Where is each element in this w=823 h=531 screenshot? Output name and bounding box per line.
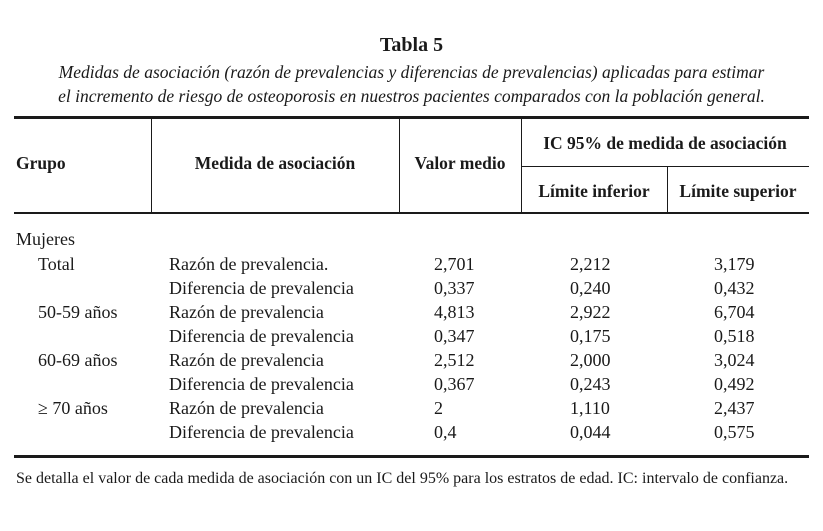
low-cell: 2,922 <box>570 302 611 322</box>
mean-cell: 2,512 <box>434 350 475 370</box>
low-cell: 0,175 <box>570 326 611 346</box>
group-cell: 60-69 años <box>38 350 118 370</box>
low-cell: 0,044 <box>570 422 611 442</box>
caption-line: Medidas de asociación (razón de prevalencias y diferencias de prevalencias) aplicadas para estimar <box>58 62 765 82</box>
measure-cell: Diferencia de prevalencia <box>169 422 354 442</box>
header-ic: IC 95% de medida de asociación <box>543 133 787 153</box>
high-cell: 3,179 <box>714 254 755 274</box>
low-cell: 2,000 <box>570 350 611 370</box>
low-cell: 0,243 <box>570 374 611 394</box>
low-cell: 2,212 <box>570 254 611 274</box>
measure-cell: Diferencia de prevalencia <box>169 278 354 298</box>
table-caption <box>14 60 809 108</box>
mean-cell: 0,367 <box>434 374 475 394</box>
measure-cell: Diferencia de prevalencia <box>169 374 354 394</box>
header-valor-medio: Valor medio <box>414 153 506 173</box>
high-cell: 6,704 <box>714 302 755 322</box>
high-cell: 2,437 <box>714 398 755 418</box>
high-cell: 0,518 <box>714 326 755 346</box>
header-limite-inferior: Límite inferior <box>538 181 650 201</box>
section-label: Mujeres <box>16 229 75 249</box>
group-cell: 50-59 años <box>38 302 118 322</box>
header-limite-superior: Límite superior <box>679 181 797 201</box>
measure-cell: Razón de prevalencia <box>169 302 324 322</box>
table-footnote: Se detalla el valor de cada medida de asociación con un IC del 95% para los estratos de edad. IC: intervalo de confianza. <box>16 470 789 487</box>
low-cell: 1,110 <box>570 398 610 418</box>
mean-cell: 0,347 <box>434 326 475 346</box>
group-cell: ≥ 70 años <box>38 398 108 418</box>
high-cell: 0,432 <box>714 278 755 298</box>
low-cell: 0,240 <box>570 278 611 298</box>
mean-cell: 2 <box>434 398 443 418</box>
mean-cell: 0,4 <box>434 422 457 442</box>
caption-line: el incremento de riesgo de osteoporosis en nuestros pacientes comparados con la población general. <box>58 86 765 106</box>
header-medida: Medida de asociación <box>194 153 356 173</box>
table-title: Tabla 5 <box>379 34 444 56</box>
header-bottom-rule <box>14 212 809 214</box>
measure-cell: Razón de prevalencia. <box>169 254 329 274</box>
measure-cell: Diferencia de prevalencia <box>169 326 354 346</box>
measure-cell: Razón de prevalencia <box>169 398 324 418</box>
bottom-rule <box>14 455 809 458</box>
group-cell: Total <box>38 254 75 274</box>
mean-cell: 4,813 <box>434 302 475 322</box>
mean-cell: 2,701 <box>434 254 475 274</box>
mean-cell: 0,337 <box>434 278 475 298</box>
measure-cell: Razón de prevalencia <box>169 350 324 370</box>
header-grupo: Grupo <box>16 153 66 173</box>
high-cell: 0,575 <box>714 422 755 442</box>
high-cell: 0,492 <box>714 374 755 394</box>
header-subrule <box>521 166 809 167</box>
high-cell: 3,024 <box>714 350 755 370</box>
top-rule <box>14 116 809 119</box>
